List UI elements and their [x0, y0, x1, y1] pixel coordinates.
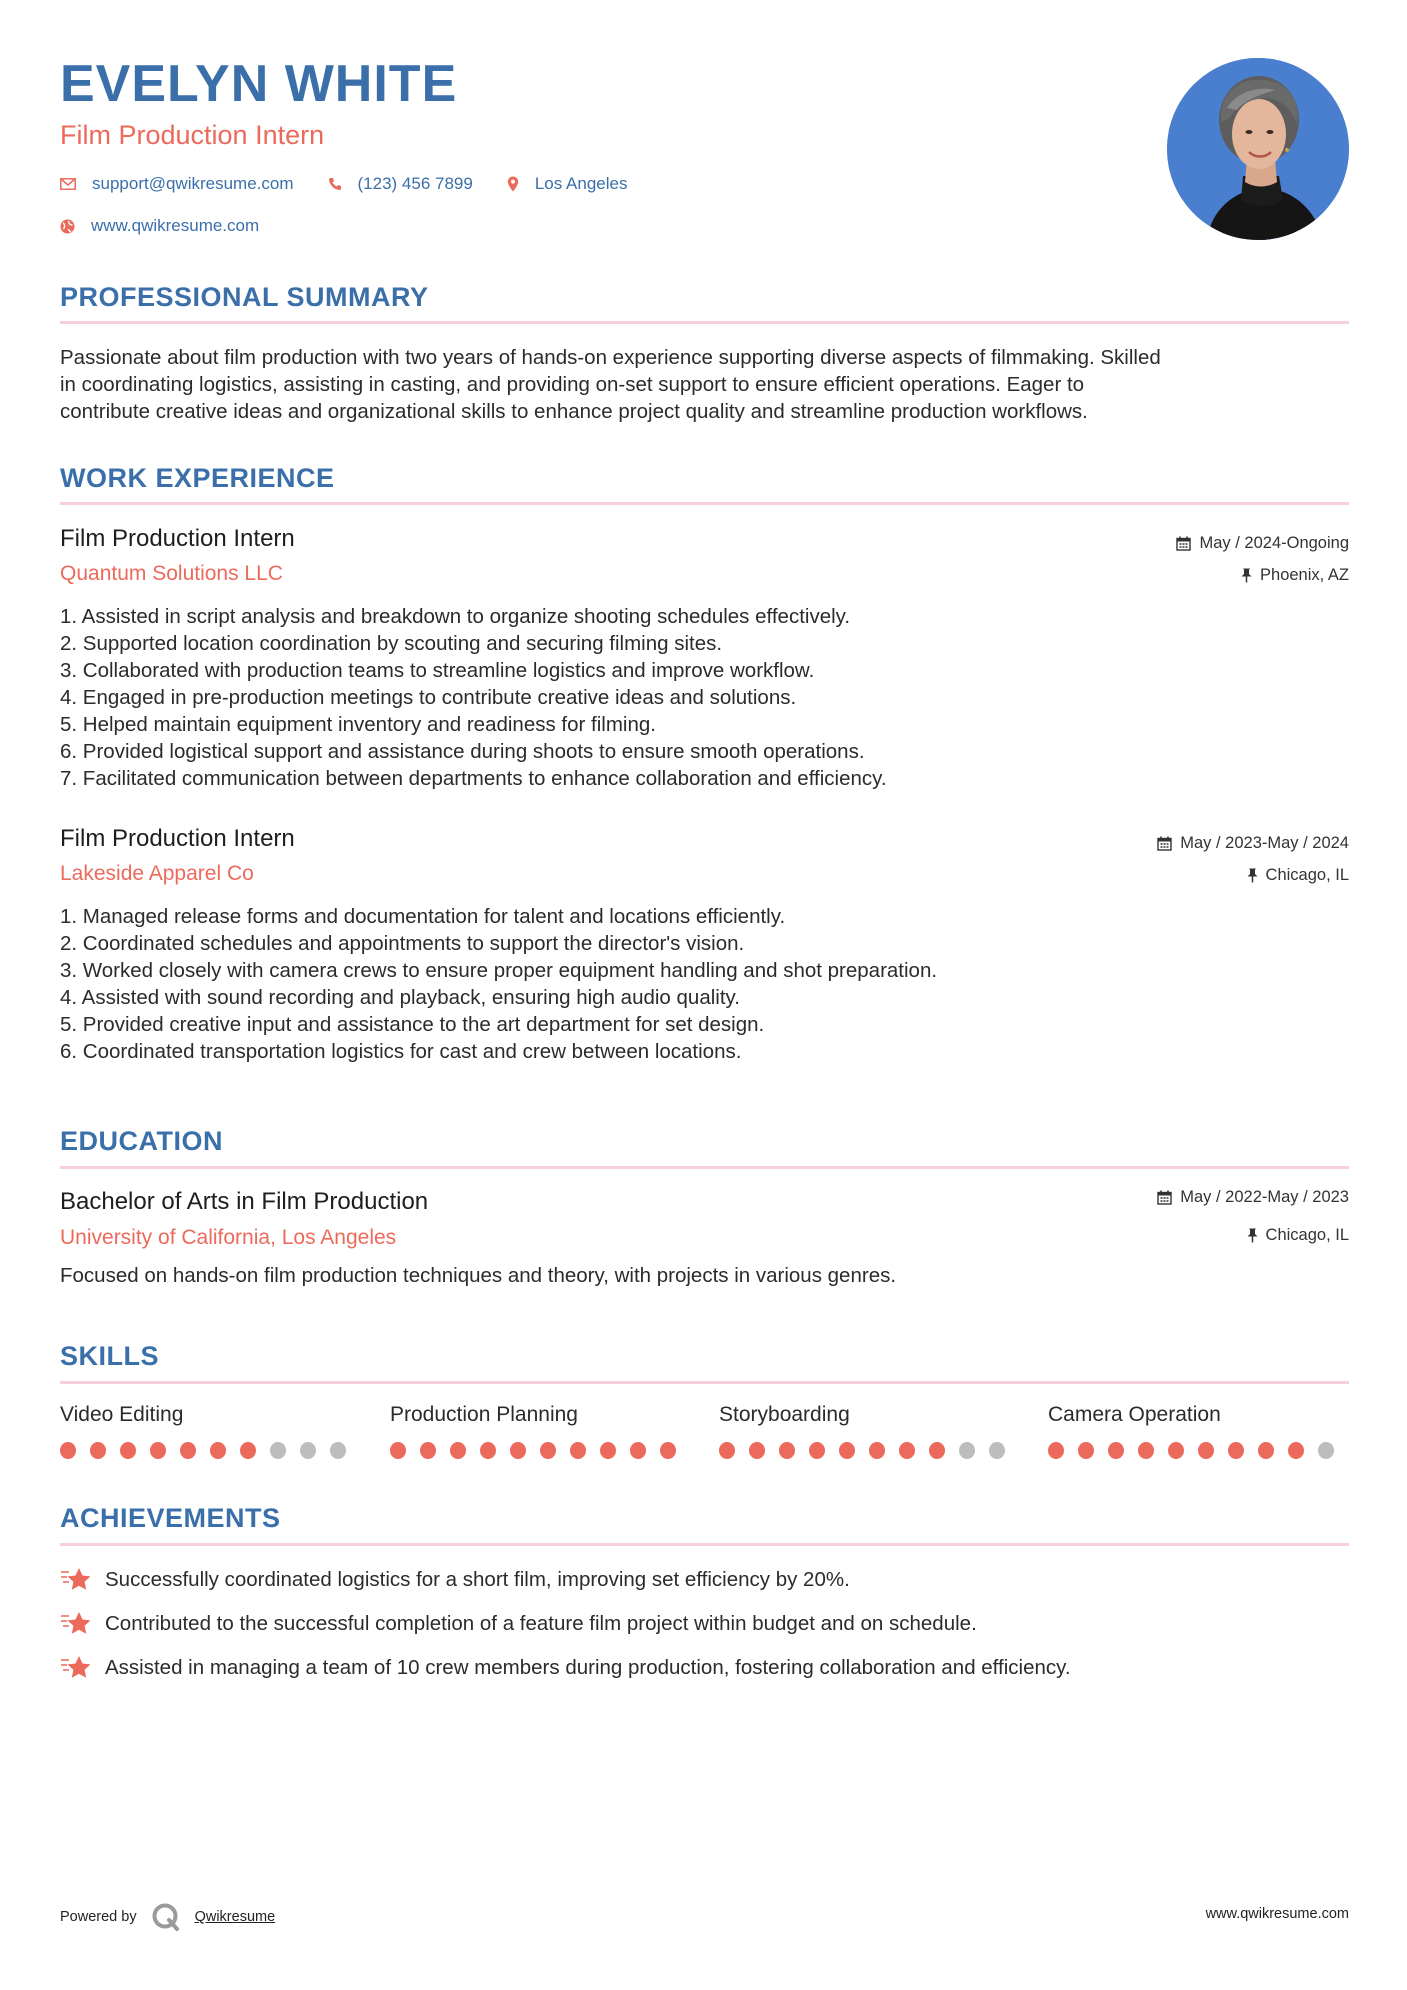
rating-dot-filled — [660, 1442, 676, 1459]
education-location — [1247, 1226, 1349, 1245]
star-icon — [60, 1566, 93, 1593]
candidate-role: Film Production Intern — [60, 120, 325, 150]
skills-heading: SKILLS — [60, 1341, 160, 1371]
achievement-text: Contributed to the successful completion of a feature film project within budget and on schedule. — [105, 1611, 977, 1635]
rating-dot-filled — [150, 1442, 166, 1459]
globe-icon — [60, 219, 75, 234]
rating-dot-filled — [779, 1442, 795, 1459]
star-icon — [60, 1654, 93, 1681]
rating-dot-filled — [1108, 1442, 1124, 1459]
rating-dot-filled — [809, 1442, 825, 1459]
rating-dot-filled — [719, 1442, 735, 1459]
skill-item — [390, 1403, 690, 1459]
location-text: Chicago, IL — [1265, 866, 1349, 884]
rating-dot-filled — [450, 1442, 466, 1459]
location-text: Phoenix, AZ — [1260, 566, 1349, 584]
list-item: 2. Coordinated schedules and appointments to support the director's vision. — [60, 932, 745, 955]
achievement-item — [60, 1610, 977, 1637]
achievement-item — [60, 1654, 1071, 1681]
list-item: 4. Assisted with sound recording and playback, ensuring high audio quality. — [60, 986, 740, 1009]
rating-dot-empty — [989, 1442, 1005, 1459]
summary-heading: PROFESSIONAL SUMMARY — [60, 282, 429, 312]
list-item: 3. Collaborated with production teams to streamline logistics and improve workflow. — [60, 659, 815, 682]
job-location — [1247, 866, 1349, 885]
skill-item — [60, 1403, 360, 1459]
summary-text — [60, 344, 1350, 425]
brand-link[interactable]: Qwikresume — [194, 1909, 276, 1925]
rating-dot-empty — [1318, 1442, 1334, 1459]
summary-line: contribute creative ideas and organizational skills to enhance project quality and streamline production workflows. — [60, 400, 1088, 423]
skill-label: Production Planning — [390, 1403, 578, 1426]
list-item: 5. Helped maintain equipment inventory and readiness for filming. — [60, 713, 656, 736]
list-item: 4. Engaged in pre-production meetings to contribute creative ideas and solutions. — [60, 686, 797, 709]
job-bullets — [60, 603, 1260, 792]
pushpin-icon — [1247, 868, 1258, 883]
education-heading: EDUCATION — [60, 1126, 223, 1156]
calendar-icon — [1176, 536, 1191, 551]
rating-dot-filled — [120, 1442, 136, 1459]
website-text: www.qwikresume.com — [91, 216, 260, 235]
rating-dot-empty — [300, 1442, 316, 1459]
rating-dot-filled — [869, 1442, 885, 1459]
section-divider — [60, 321, 1349, 324]
phone-icon — [328, 177, 342, 191]
job-dates — [1157, 834, 1349, 853]
education-description: Focused on hands-on film production techniques and theory, with projects in various genres. — [60, 1264, 897, 1287]
experience-heading: WORK EXPERIENCE — [60, 463, 335, 493]
job-title: Film Production Intern — [60, 825, 295, 852]
email-contact[interactable] — [60, 174, 294, 194]
section-divider — [60, 1166, 1349, 1169]
rating-dot-filled — [210, 1442, 226, 1459]
rating-dot-filled — [540, 1442, 556, 1459]
phone-contact[interactable] — [328, 174, 473, 194]
education-dates — [1157, 1188, 1349, 1207]
envelope-icon — [60, 178, 76, 190]
rating-dot-filled — [480, 1442, 496, 1459]
powered-by-label: Powered by — [60, 1909, 137, 1925]
location-text: Los Angeles — [534, 174, 628, 193]
list-item: 3. Worked closely with camera crews to ensure proper equipment handling and shot preparation. — [60, 959, 938, 982]
footer-powered-by — [60, 1902, 275, 1932]
rating-dot-filled — [90, 1442, 106, 1459]
rating-dot-filled — [749, 1442, 765, 1459]
rating-dot-empty — [959, 1442, 975, 1459]
rating-dot-filled — [420, 1442, 436, 1459]
location-text: Chicago, IL — [1265, 1226, 1349, 1244]
achievement-text: Assisted in managing a team of 10 crew members during production, fostering collaboration and efficiency. — [105, 1655, 1071, 1679]
calendar-icon — [1157, 836, 1172, 851]
company-name: Quantum Solutions LLC — [60, 562, 283, 585]
rating-dot-filled — [570, 1442, 586, 1459]
list-item: 1. Managed release forms and documentation for talent and locations efficiently. — [60, 905, 786, 928]
rating-dot-filled — [1168, 1442, 1184, 1459]
rating-dot-filled — [390, 1442, 406, 1459]
rating-dot-filled — [1198, 1442, 1214, 1459]
dates-text: May / 2022-May / 2023 — [1180, 1188, 1349, 1206]
achievements-heading: ACHIEVEMENTS — [60, 1503, 281, 1533]
skill-label: Camera Operation — [1048, 1403, 1221, 1426]
achievement-item — [60, 1566, 850, 1593]
list-item: 6. Provided logistical support and assistance during shoots to ensure smooth operations. — [60, 740, 865, 763]
rating-dot-filled — [180, 1442, 196, 1459]
rating-dot-filled — [839, 1442, 855, 1459]
footer-website[interactable]: www.qwikresume.com — [1205, 1906, 1349, 1922]
rating-dot-filled — [240, 1442, 256, 1459]
portrait-photo — [1167, 58, 1349, 240]
rating-dot-filled — [1258, 1442, 1274, 1459]
skill-label: Video Editing — [60, 1403, 184, 1426]
company-name: Lakeside Apparel Co — [60, 862, 254, 885]
section-divider — [60, 1543, 1349, 1546]
rating-dot-filled — [600, 1442, 616, 1459]
job-bullets — [60, 903, 1260, 1065]
pushpin-icon — [1241, 568, 1252, 583]
section-divider — [60, 1381, 1349, 1384]
rating-dot-filled — [510, 1442, 526, 1459]
star-icon — [60, 1610, 93, 1637]
rating-dot-filled — [60, 1442, 76, 1459]
rating-dot-filled — [929, 1442, 945, 1459]
qwikresume-logo — [151, 1902, 181, 1932]
rating-dot-filled — [1048, 1442, 1064, 1459]
job-dates — [1176, 534, 1349, 553]
degree-title: Bachelor of Arts in Film Production — [60, 1188, 429, 1215]
rating-dot-filled — [1288, 1442, 1304, 1459]
skill-rating — [1048, 1442, 1348, 1459]
rating-dot-filled — [1228, 1442, 1244, 1459]
candidate-name: EVELYN WHITE — [60, 55, 458, 113]
list-item: 2. Supported location coordination by scouting and securing filming sites. — [60, 632, 723, 655]
rating-dot-filled — [1138, 1442, 1154, 1459]
avatar — [1167, 58, 1349, 240]
rating-dot-empty — [270, 1442, 286, 1459]
rating-dot-empty — [330, 1442, 346, 1459]
rating-dot-filled — [1078, 1442, 1094, 1459]
list-item: 5. Provided creative input and assistance to the art department for set design. — [60, 1013, 765, 1036]
map-pin-icon — [507, 176, 519, 192]
rating-dot-filled — [630, 1442, 646, 1459]
calendar-icon — [1157, 1190, 1172, 1205]
list-item: 1. Assisted in script analysis and breakdown to organize shooting schedules effectively. — [60, 605, 851, 628]
list-item: 7. Facilitated communication between departments to enhance collaboration and efficiency. — [60, 767, 887, 790]
dates-text: May / 2024-Ongoing — [1199, 534, 1349, 552]
pushpin-icon — [1247, 1228, 1258, 1243]
rating-dot-filled — [899, 1442, 915, 1459]
list-item: 6. Coordinated transportation logistics for cast and crew between locations. — [60, 1040, 742, 1063]
job-title: Film Production Intern — [60, 525, 295, 552]
email-text: support@qwikresume.com — [92, 174, 294, 193]
skill-item — [719, 1403, 1019, 1459]
dates-text: May / 2023-May / 2024 — [1180, 834, 1349, 852]
location-contact — [507, 174, 628, 194]
summary-line: in coordinating logistics, assisting in casting, and providing on-set support to ensure efficient operations. Eager to — [60, 373, 1085, 396]
job-location — [1241, 566, 1349, 585]
skill-rating — [390, 1442, 690, 1459]
section-divider — [60, 502, 1349, 505]
skill-rating — [719, 1442, 1019, 1459]
skill-item — [1048, 1403, 1348, 1459]
skill-label: Storyboarding — [719, 1403, 850, 1426]
achievement-text: Successfully coordinated logistics for a short film, improving set efficiency by 20%. — [105, 1567, 850, 1591]
summary-line: Passionate about film production with two years of hands-on experience supporting diverse aspects of filmmaking. Skilled — [60, 346, 1161, 369]
contact-row — [60, 174, 661, 194]
website-row — [60, 216, 293, 236]
phone-text: (123) 456 7899 — [357, 174, 473, 193]
skill-rating — [60, 1442, 360, 1459]
school-name: University of California, Los Angeles — [60, 1226, 397, 1249]
website-contact[interactable] — [60, 216, 259, 236]
